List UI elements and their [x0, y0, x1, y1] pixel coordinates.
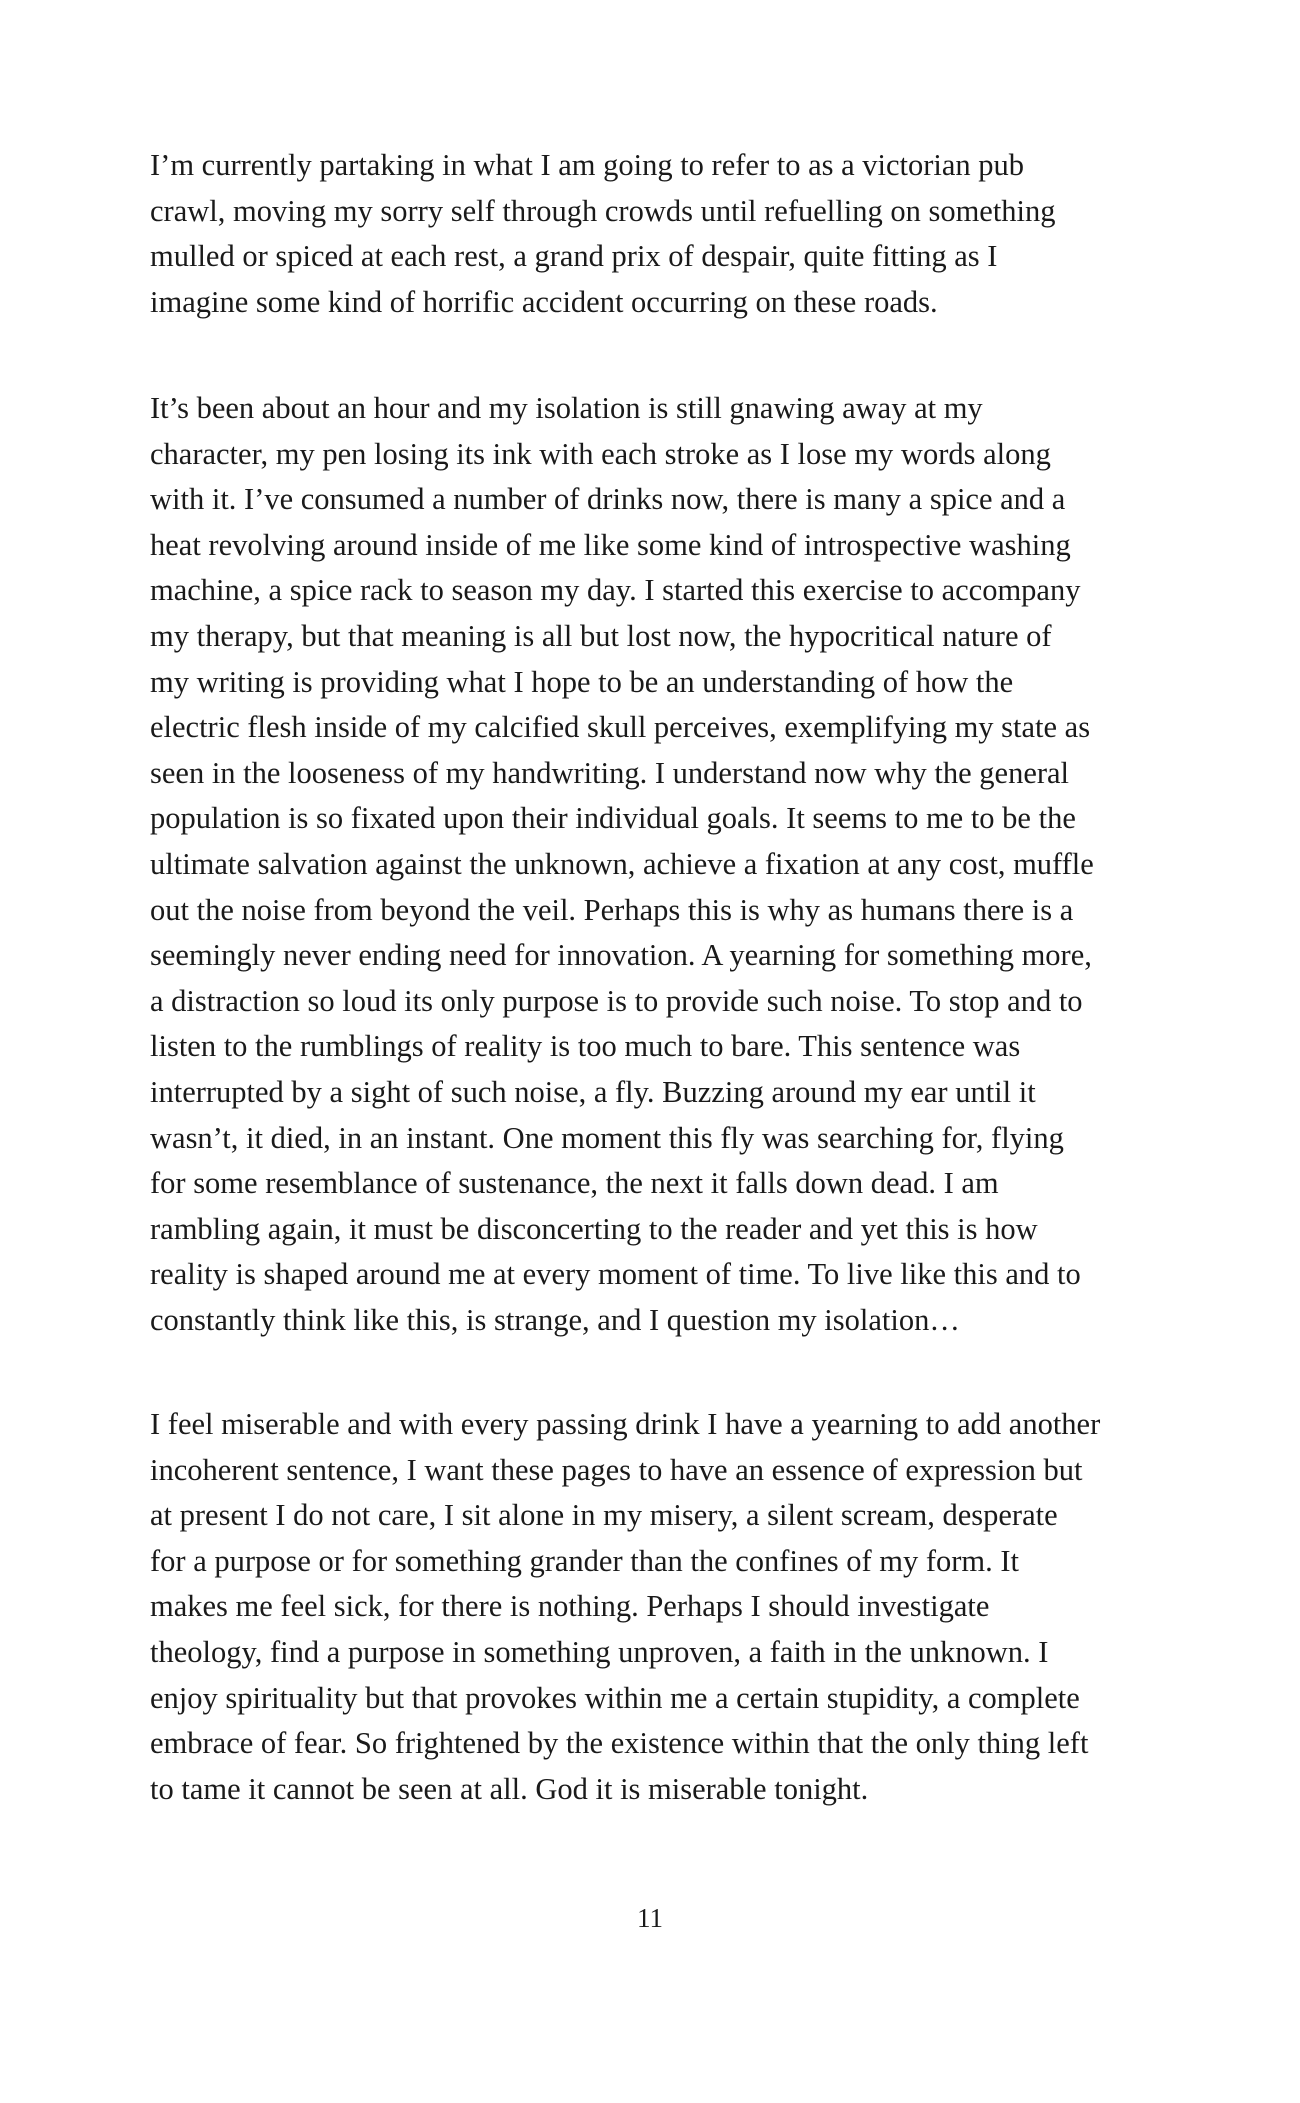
text-line: embrace of fear. So frightened by the existence within that the only thing left: [150, 1726, 1089, 1761]
text-line: machine, a spice rack to season my day. I started this exercise to accompany: [150, 573, 1081, 608]
text-line: my therapy, but that meaning is all but lost now, the hypocritical nature of: [150, 618, 1052, 653]
text-line: population is so fixated upon their individual goals. It seems to me to be the: [150, 801, 1076, 836]
text-line: with it. I’ve consumed a number of drinks now, there is many a spice and a: [150, 482, 1066, 517]
text-line: interrupted by a sight of such noise, a fly. Buzzing around my ear until it: [150, 1074, 1036, 1109]
paragraph: [150, 143, 1160, 325]
text-line: character, my pen losing its ink with each stroke as I lose my words along: [150, 436, 1051, 471]
text-line: mulled or spiced at each rest, a grand prix of despair, quite fitting as I: [150, 239, 998, 274]
text-line: rambling again, it must be disconcerting to the reader and yet this is how: [150, 1211, 1038, 1246]
text-line: seemingly never ending need for innovation. A yearning for something more,: [150, 938, 1092, 973]
paragraph: [150, 386, 1160, 1343]
text-line: out the noise from beyond the veil. Perhaps this is why as humans there is a: [150, 892, 1074, 927]
text-line: to tame it cannot be seen at all. God it is miserable tonight.: [150, 1771, 869, 1806]
paragraph: [150, 1402, 1160, 1812]
text-line: wasn’t, it died, in an instant. One moment this fly was searching for, flying: [150, 1120, 1064, 1155]
text-line: makes me feel sick, for there is nothing. Perhaps I should investigate: [150, 1589, 990, 1624]
text-line: imagine some kind of horrific accident occurring on these roads.: [150, 284, 938, 319]
text-line: crawl, moving my sorry self through crowds until refuelling on something: [150, 193, 1056, 228]
text-line: enjoy spirituality but that provokes within me a certain stupidity, a complete: [150, 1680, 1080, 1715]
text-line: constantly think like this, is strange, and I question my isolation…: [150, 1302, 960, 1337]
text-line: listen to the rumblings of reality is too much to bare. This sentence was: [150, 1029, 1021, 1064]
text-line: incoherent sentence, I want these pages to have an essence of expression but: [150, 1452, 1083, 1487]
text-line: ultimate salvation against the unknown, achieve a fixation at any cost, muffle: [150, 846, 1094, 881]
text-line: theology, find a purpose in something unproven, a faith in the unknown. I: [150, 1634, 1049, 1669]
text-line: heat revolving around inside of me like some kind of introspective washing: [150, 527, 1071, 562]
text-line: for a purpose or for something grander than the confines of my form. It: [150, 1543, 1019, 1578]
page-number: 11: [637, 1903, 663, 1933]
text-line: I feel miserable and with every passing drink I have a yearning to add another: [150, 1407, 1101, 1441]
text-line: for some resemblance of sustenance, the next it falls down dead. I am: [150, 1166, 999, 1201]
text-line: I’m currently partaking in what I am going to refer to as a victorian pub: [150, 148, 1025, 182]
text-line: at present I do not care, I sit alone in my misery, a silent scream, desperate: [150, 1498, 1058, 1533]
text-line: reality is shaped around me at every moment of time. To live like this and to: [150, 1257, 1081, 1292]
text-line: It’s been about an hour and my isolation is still gnawing away at my: [150, 391, 983, 425]
text-line: my writing is providing what I hope to be an understanding of how the: [150, 664, 1014, 699]
text-line: electric flesh inside of my calcified skull perceives, exemplifying my state as: [150, 710, 1091, 745]
text-line: seen in the looseness of my handwriting. I understand now why the general: [150, 755, 1070, 790]
text-line: a distraction so loud its only purpose is to provide such noise. To stop and to: [150, 983, 1083, 1018]
